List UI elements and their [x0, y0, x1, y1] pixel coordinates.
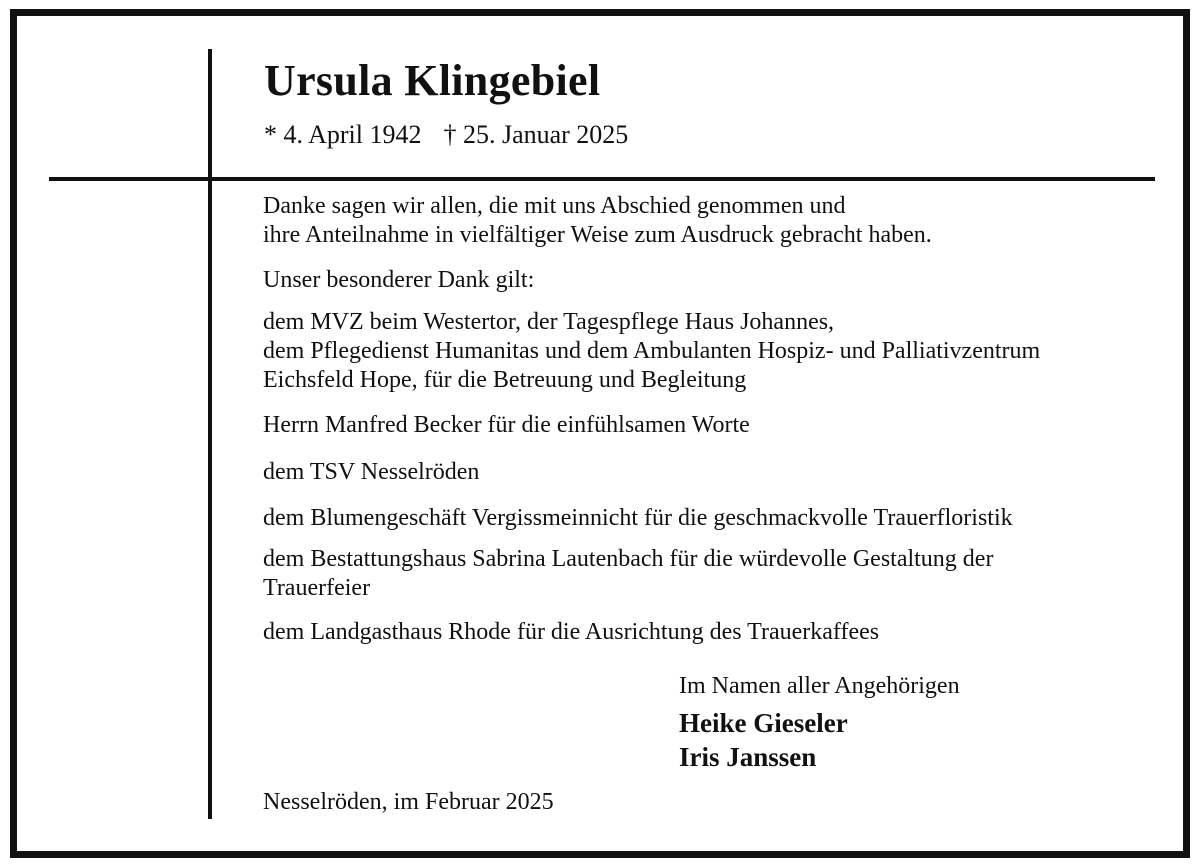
thanks-item-care-line-3: Eichsfeld Hope, für die Betreuung und Begleitung	[263, 367, 747, 393]
thanks-item-speaker: Herrn Manfred Becker für die einfühlsamen Worte	[263, 412, 750, 438]
life-dates	[264, 120, 628, 150]
thanks-item-funeral-home	[263, 545, 993, 603]
thanks-item-care	[263, 308, 1040, 395]
thanks-item-funeral-home-line-1: dem Bestattungshaus Sabrina Lautenbach für die würdevolle Gestaltung der	[263, 546, 994, 572]
thanks-item-care-line-1: dem MVZ beim Westertor, der Tagespflege Haus Johannes,	[263, 309, 835, 335]
signature-name-2: Iris Janssen	[679, 742, 817, 772]
death-date: † 25. Januar 2025	[443, 120, 629, 149]
birth-date: * 4. April 1942	[264, 120, 422, 149]
cross-vertical-line	[208, 49, 212, 819]
cross-horizontal-line	[49, 177, 1155, 181]
thanks-line-2: ihre Anteilnahme in vielfältiger Weise zum Ausdruck gebracht haben.	[263, 222, 932, 248]
thanks-paragraph	[263, 192, 932, 250]
thanks-item-florist: dem Blumengeschäft Vergissmeinnicht für die geschmackvolle Trauerfloristik	[263, 505, 1013, 531]
deceased-name: Ursula Klingebiel	[264, 56, 601, 105]
thanks-item-restaurant: dem Landgasthaus Rhode für die Ausrichtung des Trauerkaffees	[263, 619, 880, 645]
signature-intro: Im Namen aller Angehörigen	[679, 673, 960, 699]
signature-name-1: Heike Gieseler	[679, 708, 848, 738]
thanks-item-funeral-home-line-2: Trauerfeier	[263, 575, 371, 601]
special-thanks-intro: Unser besonderer Dank gilt:	[263, 267, 535, 293]
place-and-date: Nesselröden, im Februar 2025	[263, 789, 554, 815]
thanks-line-1: Danke sagen wir allen, die mit uns Abschied genommen und	[263, 193, 846, 219]
thanks-item-club: dem TSV Nesselröden	[263, 459, 480, 485]
thanks-item-care-line-2: dem Pflegedienst Humanitas und dem Ambulanten Hospiz- und Palliativzentrum	[263, 338, 1041, 364]
